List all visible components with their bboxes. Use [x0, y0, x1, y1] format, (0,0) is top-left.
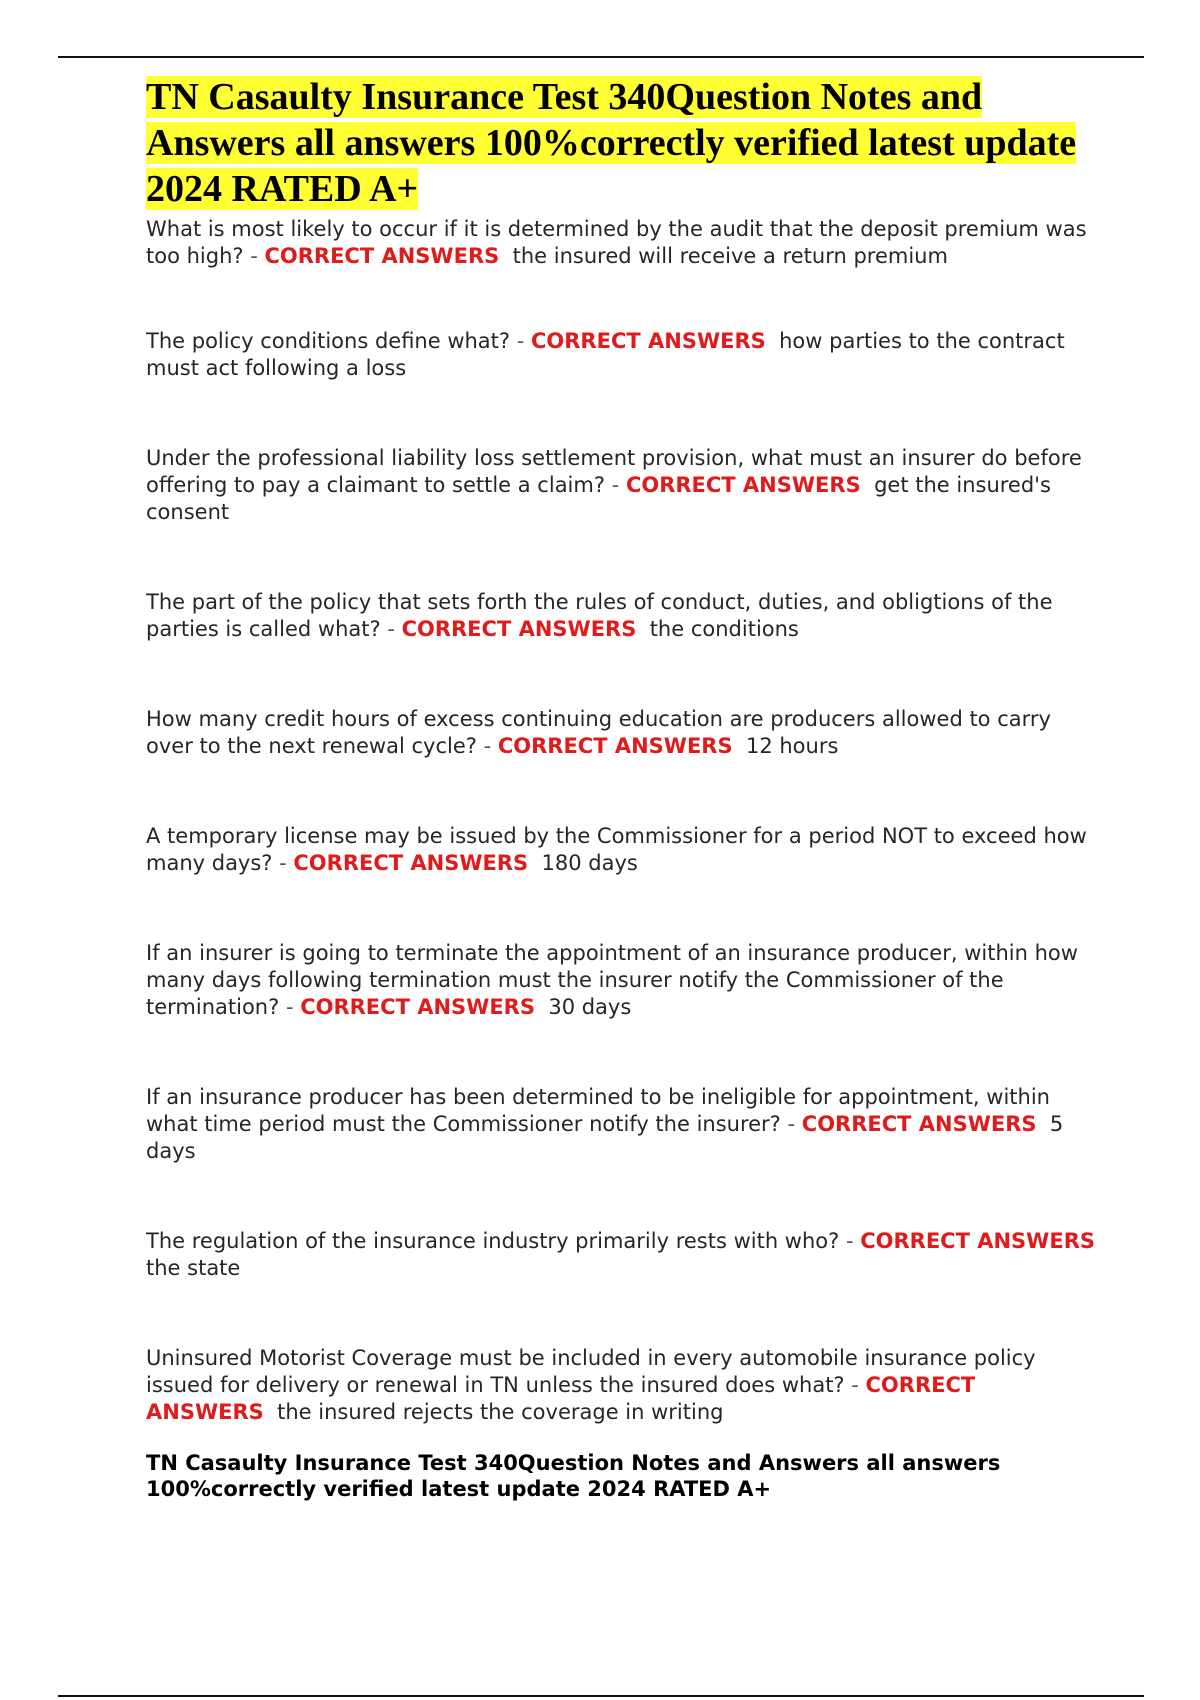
separator: -	[380, 617, 402, 641]
separator: -	[279, 995, 301, 1019]
footer-title: TN Casaulty Insurance Test 340Question Notes and Answers all answers 100%correctly verified latest update 2024 RATED A+	[146, 1451, 1001, 1501]
qa-item	[146, 823, 1102, 877]
answer-text: get the insured's consent	[146, 473, 1051, 524]
question-text: A temporary license may be issued by the Commissioner for a period NOT to exceed how many days?	[146, 824, 1087, 875]
answer-label: CORRECT ANSWERS	[264, 244, 500, 268]
separator: -	[605, 473, 626, 497]
question-text: If an insurance producer has been determined to be ineligible for appointment, within what time period must the Commissioner notify the insurer?	[146, 1085, 1050, 1136]
qa-item	[146, 589, 1102, 643]
qa-list	[146, 216, 1102, 1426]
answer-label: CORRECT ANSWERS	[146, 1373, 976, 1424]
question-text: The part of the policy that sets forth the rules of conduct, duties, and obligtions of the parties is called what?	[146, 590, 1053, 641]
separator: -	[272, 851, 294, 875]
qa-item	[146, 216, 1102, 270]
question-text: If an insurer is going to terminate the appointment of an insurance producer, within how many days following termination must the insurer notify the Commissioner of the termination?	[146, 941, 1078, 1019]
bottom-rule	[58, 1695, 1144, 1697]
answer-text: 30 days	[548, 995, 632, 1019]
answer-text: 5 days	[146, 1112, 1064, 1163]
qa-item	[146, 1345, 1102, 1426]
answer-label: CORRECT ANSWERS	[401, 617, 637, 641]
answer-text: the insured rejects the coverage in writing	[277, 1400, 724, 1424]
separator: -	[839, 1229, 861, 1253]
separator: -	[844, 1373, 866, 1397]
answer-text: the conditions	[649, 617, 799, 641]
answer-label: CORRECT ANSWERS	[300, 995, 535, 1019]
top-rule	[58, 56, 1144, 58]
question-text: What is most likely to occur if it is determined by the audit that the deposit premium was too high?	[146, 217, 1087, 268]
answer-label: CORRECT ANSWERS	[801, 1112, 1037, 1136]
answer-label: CORRECT ANSWERS	[625, 473, 861, 497]
qa-item	[146, 328, 1102, 382]
question-text: The regulation of the insurance industry primarily rests with who?	[146, 1229, 840, 1253]
answer-text: the insured will receive a return premium	[512, 244, 948, 268]
answer-label: CORRECT ANSWERS	[860, 1229, 1095, 1253]
document-body	[146, 74, 1102, 1502]
separator: -	[243, 244, 265, 268]
answer-text: how parties to the contract must act following a loss	[146, 329, 1065, 380]
answer-label: CORRECT ANSWERS	[497, 734, 733, 758]
question-text: Under the professional liability loss settlement provision, what must an insurer do before offering to pay a claimant to settle a claim?	[146, 446, 1082, 497]
answer-label: CORRECT ANSWERS	[531, 329, 766, 353]
qa-item	[146, 1084, 1102, 1165]
document-title-highlight: TN Casaulty Insurance Test 340Question Notes and Answers all answers 100%correctly verified latest update 2024 RATED A+	[146, 76, 1077, 210]
separator: -	[476, 734, 498, 758]
answer-text: 12 hours	[745, 734, 839, 758]
answer-text: the state	[146, 1256, 241, 1280]
separator: -	[780, 1112, 802, 1136]
qa-item	[146, 1228, 1102, 1282]
question-text: The policy conditions define what?	[146, 329, 511, 353]
question-text: How many credit hours of excess continuing education are producers allowed to carry over to the next renewal cycle?	[146, 707, 1051, 758]
separator: -	[510, 329, 531, 353]
qa-item	[146, 445, 1102, 526]
qa-item	[146, 706, 1102, 760]
answer-label: CORRECT ANSWERS	[293, 851, 529, 875]
question-text: Uninsured Motorist Coverage must be included in every automobile insurance policy issued for delivery or renewal in TN unless the insured does what?	[146, 1346, 1036, 1397]
answer-text: 180 days	[541, 851, 638, 875]
qa-item	[146, 940, 1102, 1021]
document-title	[146, 74, 1102, 212]
